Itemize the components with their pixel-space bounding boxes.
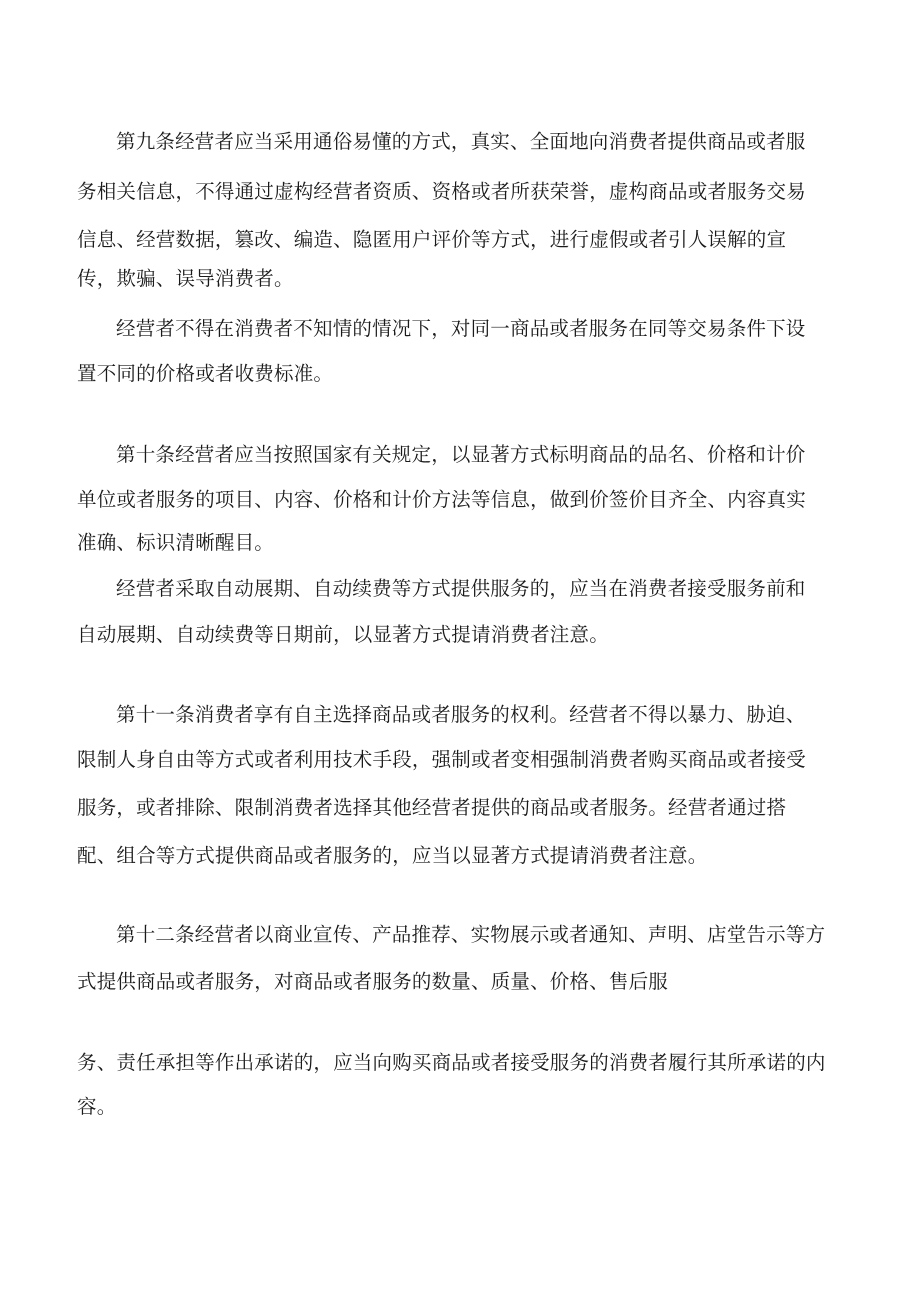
article-9-line-1: 第九条经营者应当采用通俗易懂的方式，真实、全面地向消费者提供商品或者服 xyxy=(116,130,806,153)
article-10-line-3: 准确、标识清晰醒目。 xyxy=(77,531,275,554)
article-12-para-2-line-1: 务、责任承担等作出承诺的，应当向购买商品或者接受服务的消费者履行其所承诺的内 xyxy=(77,1051,826,1074)
article-9-line-4: 传，欺骗、误导消费者。 xyxy=(77,267,294,290)
article-11-line-1: 第十一条消费者享有自主选择商品或者服务的权利。经营者不得以暴力、胁迫、 xyxy=(116,703,806,726)
article-12-line-1: 第十二条经营者以商业宣传、产品推荐、实物展示或者通知、声明、店堂告示等方 xyxy=(116,923,826,946)
article-9-para-2-line-1: 经营者不得在消费者不知情的情况下，对同一商品或者服务在同等交易条件下设 xyxy=(116,317,806,340)
article-12-para-2-line-2: 容。 xyxy=(77,1095,117,1118)
article-11-line-2: 限制人身自由等方式或者利用技术手段，强制或者变相强制消费者购买商品或者接受 xyxy=(77,748,806,771)
article-9-para-2-line-2: 置不同的价格或者收费标准。 xyxy=(77,362,334,385)
article-11-line-3: 服务，或者排除、限制消费者选择其他经营者提供的商品或者服务。经营者通过搭 xyxy=(77,796,787,819)
article-10-line-1: 第十条经营者应当按照国家有关规定，以显著方式标明商品的品名、价格和计价 xyxy=(116,443,806,466)
article-9-line-2: 务相关信息，不得通过虚构经营者资质、资格或者所获荣誉，虚构商品或者服务交易 xyxy=(77,180,806,203)
article-9-line-3: 信息、经营数据，篡改、编造、隐匿用户评价等方式，进行虚假或者引人误解的宣 xyxy=(77,228,787,251)
article-11-line-4: 配、组合等方式提供商品或者服务的，应当以显著方式提请消费者注意。 xyxy=(77,844,708,867)
article-10-line-2: 单位或者服务的项目、内容、价格和计价方法等信息，做到价签价目齐全、内容真实 xyxy=(77,488,806,511)
article-10-para-2-line-2: 自动展期、自动续费等日期前，以显著方式提请消费者注意。 xyxy=(77,623,609,646)
article-12-line-2: 式提供商品或者服务，对商品或者服务的数量、质量、价格、售后服 xyxy=(77,970,669,993)
article-10-para-2-line-1: 经营者采取自动展期、自动续费等方式提供服务的，应当在消费者接受服务前和 xyxy=(116,577,806,600)
